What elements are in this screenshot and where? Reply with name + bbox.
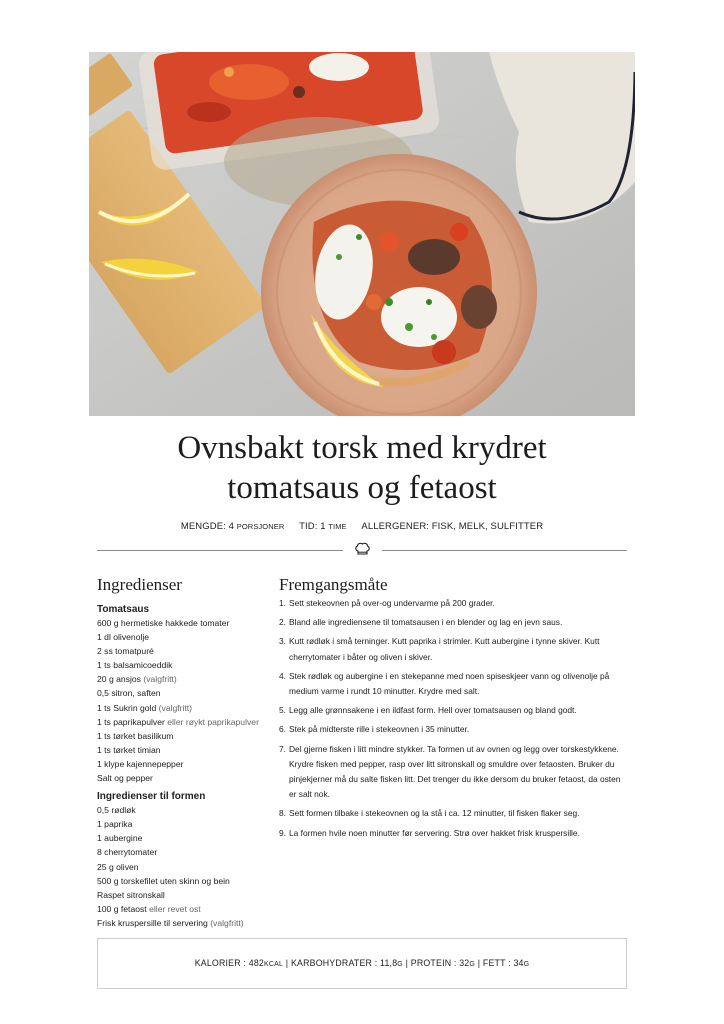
ingredient-item	[97, 771, 272, 785]
method-step-text: Legg alle grønnsakene i en ildfast form. Hell over tomatsausen og bland godt.	[289, 705, 577, 716]
meta-allergens-label: ALLERGENER:	[361, 521, 430, 532]
carbs-label: KARBOHYDRATER :	[290, 958, 378, 968]
method-step-number: 8.	[279, 808, 286, 819]
nutrition-box	[97, 938, 627, 989]
method-heading: Fremgangsmåte	[279, 575, 388, 594]
ingredient-note: (valgfritt)	[158, 702, 193, 713]
protein-label: PROTEIN :	[410, 958, 457, 968]
method-step-number: 9.	[279, 827, 286, 838]
carbs-value: 11,8	[380, 958, 398, 968]
ingredient-item	[97, 743, 272, 757]
method-step-number: 6.	[279, 724, 286, 735]
method-step-text: Bland alle ingrediensene til tomatsausen i en blender og lag en jevn saus.	[289, 617, 563, 628]
ingredient-note: (valgfritt)	[210, 917, 244, 928]
ingredient-note: (valgfritt)	[143, 674, 177, 685]
method-step-text: Kutt rødløk i små terninger. Kutt paprika i strimler. Kutt aubergine i tynne skiver. Kutt cherrytomater i båter og oliven i skiver.	[289, 636, 600, 662]
meta-amount-unit: PORSJONER	[236, 522, 285, 531]
ingredient-text: Frisk kruspersille til servering	[97, 917, 208, 928]
ingredient-text: 0,5 rødløk	[97, 805, 136, 816]
method-step-text: La formen hvile noen minutter før servering. Strø over hakket frisk kruspersille.	[289, 827, 580, 838]
ingredient-text: 600 g hermetiske hakkede tomater	[97, 618, 230, 628]
method-step	[279, 596, 629, 611]
ingredient-text: Raspet sitronskall	[97, 889, 165, 900]
method-step	[279, 669, 629, 699]
separator: |	[285, 958, 289, 968]
method-step-number: 7.	[279, 743, 286, 754]
ingredient-item	[97, 845, 272, 859]
method-step-text: Sett formen tilbake i stekeovnen og la stå i ca. 12 minutter, til fisken flaker seg.	[289, 808, 580, 819]
method-step	[279, 806, 629, 821]
ingredient-text: 1 aubergine	[97, 833, 143, 844]
meta-amount-value: 4	[228, 521, 235, 532]
recipe-photo	[89, 52, 635, 416]
ingredient-text: 1 klype kajennepepper	[97, 758, 184, 769]
ingredient-text: 1 ts balsamicoeddik	[97, 660, 173, 671]
divider-right	[382, 550, 627, 551]
ingredient-text: 100 g fetaost	[97, 903, 147, 914]
ingredients-group2-title: Ingredienser til formen	[97, 791, 206, 803]
method-step	[279, 634, 629, 664]
protein-unit: G	[469, 961, 476, 968]
ingredient-item	[97, 803, 272, 817]
ingredient-item	[97, 672, 272, 686]
separator: |	[405, 958, 409, 968]
recipe-meta	[0, 521, 724, 532]
ingredient-item	[97, 686, 272, 700]
recipe-title	[0, 428, 724, 508]
ingredients-group1-title: Tomatsaus	[97, 604, 150, 615]
chef-hat-icon	[354, 541, 371, 558]
ingredient-item	[97, 644, 272, 658]
ingredient-text: 8 cherrytomater	[97, 847, 158, 858]
ingredient-item	[97, 817, 272, 831]
carbs-unit: G	[397, 961, 403, 968]
ingredient-item	[97, 630, 272, 644]
fat-value: 34	[513, 958, 524, 968]
protein-value: 32	[459, 958, 470, 968]
ingredient-item	[97, 729, 272, 743]
method-step-number: 1.	[279, 598, 286, 608]
method-step-number: 3.	[279, 636, 286, 647]
calories-label: KALORIER :	[194, 958, 247, 968]
meta-amount-label: MENGDE:	[180, 521, 226, 532]
ingredient-note: eller røykt paprikapulver	[167, 716, 259, 727]
method-step	[279, 742, 629, 803]
method-step-text: Stek rødløk og aubergine i en stekepanne med noen spiseskjeer vann og olivenolje på medium varme i rundt 10 minutter. Krydre med salt.	[289, 670, 610, 697]
ingredient-item	[97, 902, 272, 916]
meta-time	[299, 521, 349, 532]
ingredient-text: 1 ts tørket timian	[97, 744, 161, 755]
calories-unit: KCAL	[264, 961, 284, 968]
ingredient-text: 1 ts paprikapulver	[97, 716, 165, 727]
ingredient-text: 25 g oliven	[97, 861, 139, 872]
ingredient-item	[97, 888, 272, 902]
ingredients-section	[97, 575, 272, 930]
fat-unit: G	[523, 961, 530, 968]
ingredient-item	[97, 860, 272, 874]
ingredient-item	[97, 701, 272, 715]
method-step-number: 5.	[279, 705, 286, 716]
meta-time-value: 1	[320, 521, 326, 532]
ingredient-text: 1 paprika	[97, 819, 133, 830]
ingredient-item	[97, 715, 272, 729]
ingredient-text: 2 ss tomatpuré	[97, 646, 154, 657]
ingredients-heading: Ingredienser	[97, 575, 182, 594]
ingredient-text: 1 dl olivenolje	[97, 632, 150, 643]
ingredient-text: 1 ts tørket basilikum	[97, 730, 174, 741]
ingredient-text: 20 g ansjos	[97, 674, 141, 685]
meta-allergens	[361, 521, 543, 532]
meta-time-unit: TIME	[328, 522, 347, 531]
method-steps	[279, 596, 629, 841]
method-section	[279, 575, 629, 845]
ingredient-text: Salt og pepper	[97, 773, 153, 784]
ingredient-item	[97, 874, 272, 888]
recipe-title-line2: tomatsaus og fetaost	[227, 470, 497, 506]
method-step-text: Del gjerne fisken i litt mindre stykker. Ta formen ut av ovnen og legg over torskestykkene. Krydre fisken med pepper, rasp over litt sitronskall og smuldre over fetaosten. Bruker du pinjekjerner må du salte fisken litt. Det trenger du ikke dersom du bruker fetaost, da osten er salt nok.	[289, 743, 621, 800]
method-step	[279, 826, 629, 841]
meta-time-label: TID:	[299, 521, 318, 532]
recipe-title-line1: Ovnsbakt torsk med krydret	[177, 430, 547, 466]
fat-label: FETT :	[482, 958, 511, 968]
meta-amount	[181, 521, 287, 532]
ingredient-text: 1 ts Sukrin gold	[97, 702, 157, 713]
ingredient-item	[97, 658, 272, 672]
divider-left	[97, 550, 343, 551]
method-step-number: 2.	[279, 617, 286, 628]
method-step	[279, 722, 629, 737]
ingredients-group1-list	[97, 616, 272, 785]
ingredient-item	[97, 757, 272, 771]
separator: |	[477, 958, 481, 968]
method-step-text: Sett stekeovnen på over-og undervarme på 200 grader.	[289, 598, 495, 608]
meta-allergens-value: FISK, MELK, SULFITTER	[431, 521, 544, 532]
ingredient-item	[97, 916, 272, 930]
method-step-text: Stek på midterste rille i stekeovnen i 35 minutter.	[289, 724, 470, 735]
method-step	[279, 615, 629, 630]
ingredient-item	[97, 616, 272, 630]
ingredient-item	[97, 831, 272, 845]
method-step-number: 4.	[279, 670, 286, 681]
ingredients-group2-list	[97, 803, 272, 930]
calories-value: 482	[248, 958, 265, 968]
ingredient-text: 500 g torskefilet uten skinn og bein	[97, 875, 230, 886]
method-step	[279, 703, 629, 718]
ingredient-text: 0,5 sitron, saften	[97, 688, 161, 699]
ingredient-note: eller revet ost	[149, 903, 201, 914]
